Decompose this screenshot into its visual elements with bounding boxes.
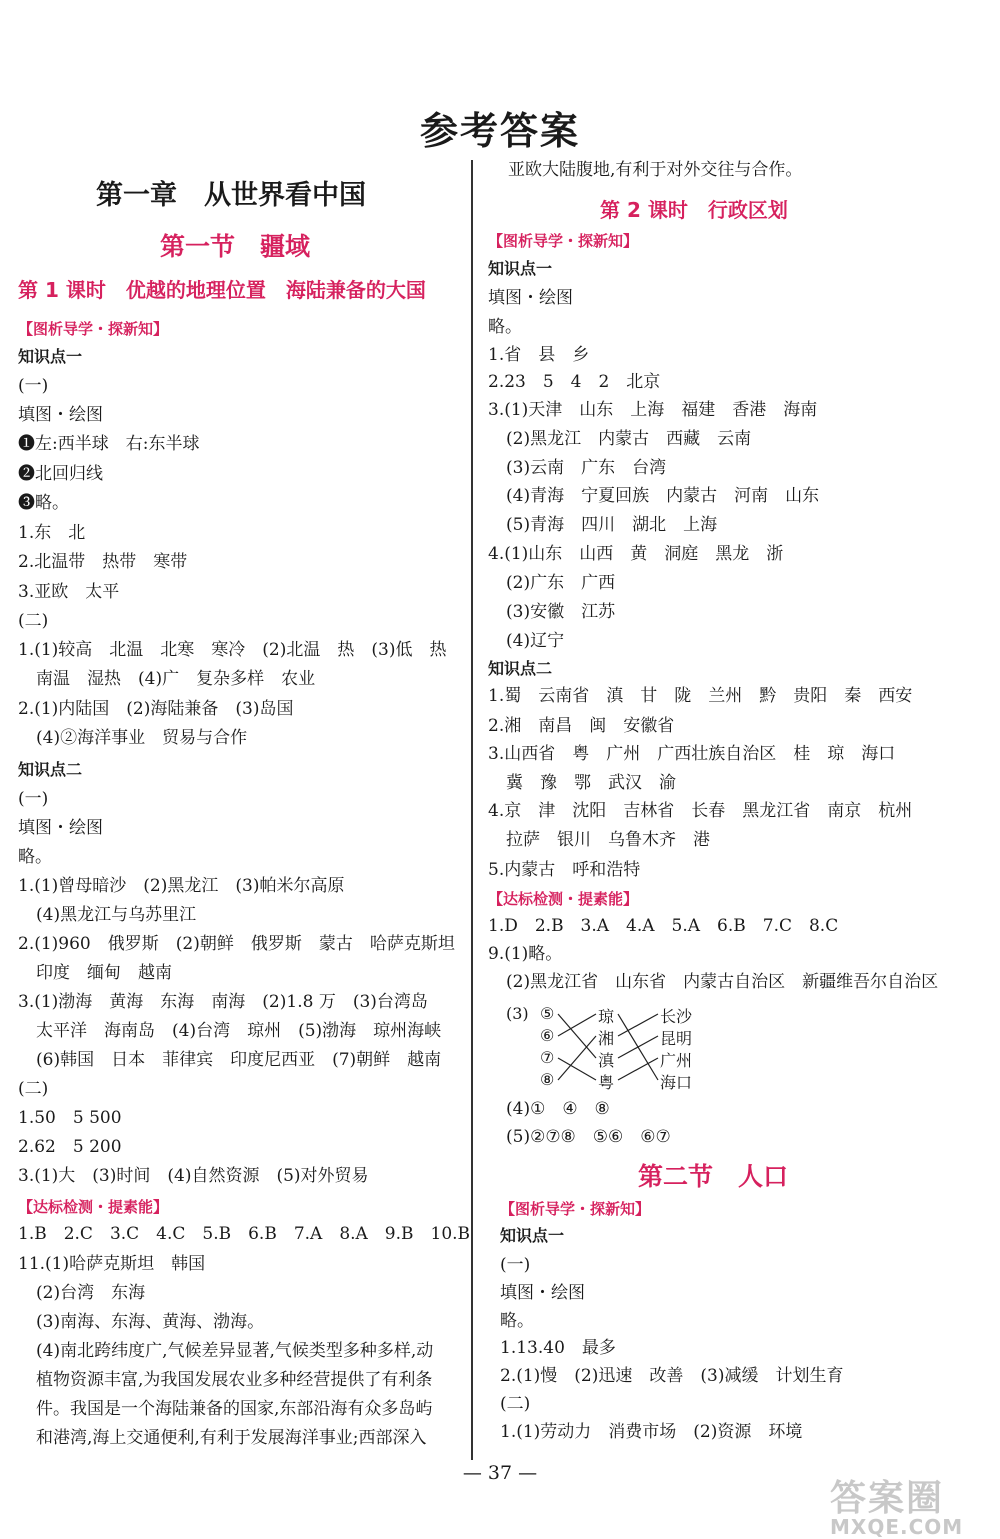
- section-heading: 第二节 人口: [638, 1162, 789, 1191]
- answer-line: 植物资源丰富,为我国发展农业多种经营提供了有利条: [36, 1370, 433, 1390]
- answer-line: 填图・绘图: [18, 818, 103, 838]
- answer-line: (5)②⑦⑧ ⑤⑥ ⑥⑦: [506, 1127, 671, 1147]
- answer-line: 1.13.40 最多: [500, 1338, 616, 1358]
- answer-line: 3.(1)大 (3)时间 (4)自然资源 (5)对外贸易: [18, 1166, 369, 1186]
- answer-line: 知识点一: [18, 347, 83, 366]
- answer-line: 2.北温带 热带 寒带: [18, 552, 188, 572]
- watermark-url: MXQE.COM: [830, 1515, 964, 1539]
- answer-line: 3.(1)天津 山东 上海 福建 香港 海南: [488, 400, 818, 420]
- answer-line: 3.(1)渤海 黄海 东海 南海 (2)1.8 万 (3)台湾岛: [18, 992, 428, 1012]
- section-tag: 【图析导学・探新知】: [18, 320, 169, 338]
- answer-line: (3)安徽 江苏: [506, 602, 616, 622]
- match-abbr: 粤: [598, 1073, 615, 1092]
- match-label: (3): [506, 1004, 529, 1023]
- answer-line: ❷北回归线: [18, 464, 103, 484]
- answer-line: 4.(1)山东 山西 黄 洞庭 黑龙 浙: [488, 544, 784, 564]
- answer-line: (4)青海 宁夏回族 内蒙古 河南 山东: [506, 486, 820, 506]
- answer-line: (4)南北跨纬度广,气候差异显著,气候类型多种多样,动: [36, 1341, 434, 1361]
- answer-line: 3.亚欧 太平: [18, 582, 120, 602]
- match-abbr: 湘: [598, 1029, 615, 1048]
- watermark-logo: [830, 1470, 980, 1539]
- watermark-text: 答案圈: [830, 1478, 945, 1519]
- match-line: [558, 1014, 596, 1058]
- continuation-line: 亚欧大陆腹地,有利于对外交往与合作。: [508, 160, 803, 180]
- match-number: ⑥: [540, 1026, 555, 1045]
- answer-line: 南温 湿热 (4)广 复杂多样 农业: [36, 669, 316, 689]
- answer-line: 2.(1)内陆国 (2)海陆兼备 (3)岛国: [18, 699, 294, 719]
- answer-line: 1.D 2.B 3.A 4.A 5.A 6.B 7.C 8.C: [488, 916, 839, 936]
- answer-line: 4.京 津 沈阳 吉林省 长春 黑龙江省 南京 杭州: [488, 801, 913, 821]
- match-line: [558, 1036, 596, 1080]
- answer-line: 略。: [488, 317, 522, 337]
- match-line: [618, 1036, 658, 1058]
- answer-line: 太平洋 海南岛 (4)台湾 琼州 (5)渤海 琼州海峡: [36, 1021, 442, 1041]
- match-abbr: 滇: [598, 1051, 615, 1070]
- answer-line: 略。: [500, 1311, 534, 1331]
- section-tag: 【图析导学・探新知】: [488, 232, 639, 250]
- column-divider: [471, 160, 473, 1460]
- answer-line: 印度 缅甸 越南: [36, 963, 172, 983]
- match-number: ⑧: [540, 1070, 555, 1089]
- matching-diagram: [506, 1000, 736, 1096]
- answer-line: 1.(1)较高 北温 北寒 寒冷 (2)北温 热 (3)低 热: [18, 640, 447, 660]
- answer-line: 2.湘 南昌 闽 安徽省: [488, 716, 675, 736]
- answer-line: 5.内蒙古 呼和浩特: [488, 860, 641, 880]
- answer-line: 1.50 5 500: [18, 1108, 122, 1128]
- answer-line: (一): [18, 376, 49, 396]
- match-line: [558, 1058, 596, 1080]
- answer-line: 知识点一: [500, 1226, 565, 1245]
- answer-line: 填图・绘图: [488, 288, 573, 308]
- answer-line: 2.(1)960 俄罗斯 (2)朝鲜 俄罗斯 蒙古 哈萨克斯坦: [18, 934, 455, 954]
- page-number: — 37 —: [462, 1462, 538, 1484]
- answer-line: 1.(1)劳动力 消费市场 (2)资源 环境: [500, 1422, 803, 1442]
- answer-line: 1.B 2.C 3.C 4.C 5.B 6.B 7.A 8.A 9.B 10.B: [18, 1224, 471, 1244]
- answer-line: (5)青海 四川 湖北 上海: [506, 515, 718, 535]
- answer-line: (4)黑龙江与乌苏里江: [36, 905, 197, 925]
- answer-line: (二): [18, 1079, 49, 1099]
- answer-line: (二): [500, 1394, 531, 1414]
- answer-line: 2.23 5 4 2 北京: [488, 372, 661, 392]
- lesson-heading: 第 2 课时 行政区划: [600, 198, 788, 222]
- section-tag: 【达标检测・提素能】: [18, 1198, 169, 1216]
- answer-line: ❸略。: [18, 493, 69, 513]
- section-tag: 【图析导学・探新知】: [500, 1200, 651, 1218]
- match-city: 广州: [660, 1051, 693, 1070]
- match-line: [558, 1014, 596, 1036]
- answer-line: (2)黑龙江省 山东省 内蒙古自治区 新疆维吾尔自治区: [506, 972, 939, 992]
- section-heading: 第一节 疆域: [160, 232, 311, 261]
- chapter-heading: 第一章 从世界看中国: [96, 180, 366, 211]
- answer-line: 冀 豫 鄂 武汉 渝: [506, 773, 676, 793]
- match-abbr: 琼: [598, 1007, 615, 1026]
- answer-line: (6)韩国 日本 菲律宾 印度尼西亚 (7)朝鲜 越南: [36, 1050, 442, 1070]
- lesson-heading: 第 1 课时 优越的地理位置 海陆兼备的大国: [18, 278, 426, 302]
- match-number: ⑤: [540, 1004, 555, 1023]
- answer-line: 件。我国是一个海陆兼备的国家,东部沿海有众多岛屿: [36, 1399, 433, 1419]
- answer-line: 知识点二: [18, 760, 83, 779]
- answer-line: 1.省 县 乡: [488, 345, 590, 365]
- match-city: 昆明: [660, 1029, 693, 1048]
- answer-line: (一): [500, 1255, 531, 1275]
- answer-line: (2)黑龙江 内蒙古 西藏 云南: [506, 429, 752, 449]
- answer-line: 1.蜀 云南省 滇 甘 陇 兰州 黔 贵阳 秦 西安: [488, 686, 913, 706]
- match-number: ⑦: [540, 1048, 555, 1067]
- answer-line: 知识点一: [488, 259, 553, 278]
- answer-line: (一): [18, 789, 49, 809]
- match-lines: [506, 1000, 736, 1096]
- section-tag: 【达标检测・提素能】: [488, 890, 639, 908]
- answer-line: 拉萨 银川 乌鲁木齐 港: [506, 830, 710, 850]
- answer-line: 2.(1)慢 (2)迅速 改善 (3)减缓 计划生育: [500, 1366, 844, 1386]
- answer-line: 填图・绘图: [500, 1283, 585, 1303]
- answer-line: (4)辽宁: [506, 631, 565, 651]
- answer-line: (3)云南 广东 台湾: [506, 458, 667, 478]
- answer-line: ❶左:西半球 右:东半球: [18, 434, 200, 454]
- answer-line: 略。: [18, 847, 52, 867]
- answer-line: 3.山西省 粤 广州 广西壮族自治区 桂 琼 海口: [488, 744, 896, 764]
- answer-line: 和港湾,海上交通便利,有利于发展海洋事业;西部深入: [36, 1428, 427, 1448]
- answer-line: (4)②海洋事业 贸易与合作: [36, 728, 248, 748]
- answer-line: (3)南海、东海、黄海、渤海。: [36, 1312, 265, 1332]
- answer-line: 11.(1)哈萨克斯坦 韩国: [18, 1254, 206, 1274]
- answer-line: (二): [18, 611, 49, 631]
- answer-line: 1.东 北: [18, 523, 86, 543]
- answer-line: 填图・绘图: [18, 405, 103, 425]
- answer-line: 9.(1)略。: [488, 944, 563, 964]
- match-city: 海口: [660, 1073, 693, 1092]
- match-city: 长沙: [660, 1007, 693, 1026]
- answer-line: 1.(1)曾母暗沙 (2)黑龙江 (3)帕米尔高原: [18, 876, 345, 896]
- answer-line: (2)广东 广西: [506, 573, 616, 593]
- page-title: 参考答案: [419, 109, 580, 153]
- answer-line: (4)① ④ ⑧: [506, 1099, 610, 1119]
- answer-line: (2)台湾 东海: [36, 1283, 146, 1303]
- answer-line: 2.62 5 200: [18, 1137, 122, 1157]
- answer-line: 知识点二: [488, 659, 553, 678]
